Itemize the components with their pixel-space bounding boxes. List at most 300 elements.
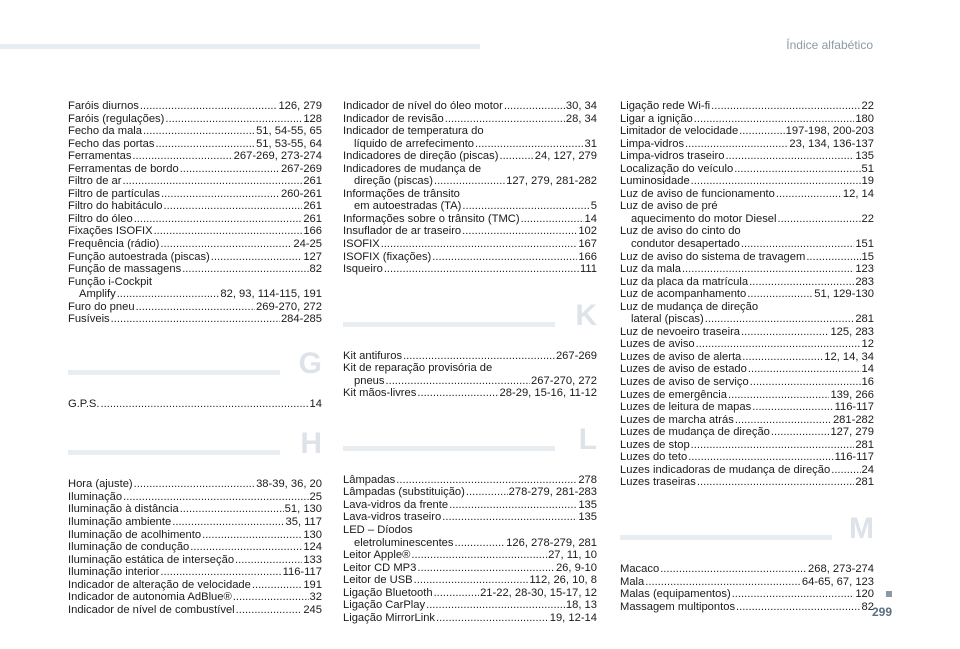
index-entry-pages[interactable]: 127 [303, 250, 322, 263]
dot-leader [776, 188, 842, 201]
index-entry-pages[interactable]: 281-282 [832, 413, 874, 426]
index-entry[interactable] [343, 511, 597, 524]
index-entry-pages[interactable]: 127, 279 [830, 426, 874, 439]
page-title: Índice alfabético [786, 38, 873, 52]
section-divider [343, 446, 555, 451]
index-entry-pages[interactable]: 268, 273-274 [808, 562, 874, 575]
index-entry-pages[interactable]: 284-285 [280, 313, 322, 326]
index-entry-pages[interactable]: 26, 9-10 [555, 561, 597, 574]
dot-leader [426, 599, 565, 612]
index-entry-pages[interactable]: 128 [303, 112, 322, 125]
dot-leader [111, 313, 280, 326]
dot-leader [140, 100, 278, 113]
index-entry-term: Iluminação estática de interseção [68, 553, 235, 566]
index-entry[interactable] [620, 175, 874, 188]
index-entry[interactable] [620, 338, 874, 351]
dot-leader [385, 375, 530, 388]
index-entry[interactable] [68, 516, 322, 529]
dot-leader [696, 338, 861, 351]
index-entry[interactable] [343, 375, 597, 388]
index-entry-pages[interactable]: 28, 34 [565, 112, 597, 125]
dot-leader [685, 138, 788, 151]
index-entry-pages[interactable]: 14 [584, 212, 597, 225]
index-entry-term: condutor desapertado [631, 238, 740, 251]
dot-leader [381, 238, 578, 251]
index-entry[interactable] [68, 225, 322, 238]
index-entry-term: Ligação CarPlay [343, 599, 426, 612]
index-entry-term: pneus [354, 374, 385, 387]
index-entry[interactable] [620, 588, 874, 601]
index-entry[interactable] [68, 398, 322, 411]
index-entry[interactable] [68, 491, 322, 504]
index-entry[interactable] [620, 200, 874, 213]
index-entry-pages[interactable]: 15 [861, 250, 874, 263]
index-entry-pages[interactable]: 35, 117 [285, 516, 322, 529]
index-entry-term: Lâmpadas [343, 473, 396, 486]
index-entry[interactable] [68, 188, 322, 201]
index-entry-pages[interactable]: 12 [861, 338, 874, 351]
index-entry[interactable] [620, 426, 874, 439]
index-entry-term: Fecho das portas [68, 137, 155, 150]
dot-leader [748, 363, 861, 376]
dot-leader [750, 376, 861, 389]
dot-leader [154, 225, 303, 238]
index-entry-pages[interactable]: 18, 13 [565, 599, 597, 612]
dot-leader [739, 125, 784, 138]
index-entry[interactable] [343, 263, 597, 276]
index-entry[interactable] [343, 524, 597, 537]
index-entry-pages[interactable]: 32 [309, 591, 322, 604]
index-entry[interactable] [68, 554, 322, 567]
index-entry-pages[interactable]: 25 [309, 490, 322, 503]
index-entry-pages[interactable]: 19, 12-14 [549, 611, 597, 624]
index-entry[interactable] [343, 213, 597, 226]
dot-leader [682, 263, 854, 276]
index-entry-term: líquido de arrefecimento [354, 137, 475, 150]
index-entry[interactable] [343, 562, 597, 575]
index-entry-pages[interactable]: 126, 278-279, 281 [506, 536, 597, 549]
index-entry[interactable] [68, 276, 322, 289]
index-entry-pages[interactable]: 261 [303, 175, 322, 188]
dot-leader [831, 464, 860, 477]
index-entry[interactable] [68, 604, 322, 617]
dot-leader [432, 251, 577, 264]
dot-leader [462, 225, 577, 238]
index-entry[interactable] [620, 389, 874, 402]
index-entry[interactable] [343, 387, 597, 400]
index-entry-term: Ferramentas de bordo [68, 162, 179, 175]
index-entry-pages[interactable]: 116-117 [834, 451, 874, 464]
section-header-l [343, 422, 597, 474]
dot-leader [136, 301, 255, 314]
index-entry[interactable] [620, 163, 874, 176]
index-entry[interactable] [620, 301, 874, 314]
index-entry-pages[interactable]: 191 [303, 578, 322, 591]
dot-leader [414, 574, 529, 587]
index-entry[interactable] [68, 503, 322, 516]
dot-leader [732, 588, 855, 601]
index-entry[interactable] [620, 401, 874, 414]
index-entry[interactable] [620, 125, 874, 138]
index-entry-term: Luzes de mudança de direção [620, 426, 770, 439]
index-entry-pages[interactable]: 267-269 [280, 162, 322, 175]
index-entry-term: Kit antifuros [343, 349, 403, 362]
index-entry-term: Fusíveis [68, 313, 110, 326]
index-entry-pages[interactable]: 82, 93, 114-115, 191 [220, 288, 322, 301]
index-entry-term: LED – Díodos [343, 524, 413, 537]
index-entry-term: Luz de aviso de funcionamento [620, 187, 775, 200]
index-entry-pages[interactable]: 31 [584, 137, 597, 150]
index-entry-term: aquecimento do motor Diesel [631, 212, 777, 225]
index-entry-term: Filtro de partículas [68, 187, 161, 200]
index-entry-pages[interactable]: 30, 34 [565, 100, 597, 112]
index-entry-term: Luzes indicadoras de mudança de direção [620, 463, 831, 476]
index-entry-pages[interactable]: 166 [303, 225, 322, 238]
index-entry-term: Luz de mudança de direção [620, 300, 759, 313]
index-entry[interactable] [68, 100, 322, 113]
index-entry[interactable] [68, 113, 322, 126]
index-entry-term: Ligar a ignição [620, 112, 693, 125]
index-entry-term: Indicador de alteração de velocidade [68, 578, 251, 591]
dot-leader [396, 474, 577, 487]
index-entry-pages[interactable]: 82 [309, 263, 322, 276]
index-entry-pages[interactable]: 124 [303, 541, 322, 554]
index-entry-term: lateral (piscas) [631, 313, 704, 326]
dot-leader [697, 476, 854, 489]
index-entry-pages[interactable]: 12, 14 [842, 187, 874, 200]
index-entry[interactable] [343, 549, 597, 562]
index-entry-term: Localização do veículo [620, 162, 734, 175]
index-entry-term: Luzes de leitura de mapas [620, 401, 752, 414]
index-entry-term: Amplify [79, 288, 116, 301]
index-entry[interactable] [68, 288, 322, 301]
index-entry-pages[interactable]: 21-22, 28-30, 15-17, 12 [480, 586, 597, 599]
index-entry-pages[interactable]: 281 [855, 438, 874, 451]
index-entry-pages[interactable]: 278 [578, 473, 597, 486]
dot-leader [164, 200, 303, 213]
index-entry-term: Informações de trânsito [343, 187, 460, 200]
section-divider [68, 450, 280, 455]
index-entry[interactable] [620, 326, 874, 339]
index-entry-pages[interactable]: 24-25 [293, 238, 322, 251]
index-entry-pages[interactable]: 116-117 [282, 566, 322, 579]
dot-leader [778, 213, 861, 226]
index-entry[interactable] [620, 225, 874, 238]
page-number: 299 [871, 605, 892, 619]
index-entry[interactable] [68, 238, 322, 251]
index-entry-pages[interactable]: 24, 127, 279 [534, 150, 597, 163]
index-entry-term: Luz de aviso do sistema de travagem [620, 250, 806, 263]
index-entry-term: Luz de aviso de pré [620, 200, 718, 213]
dot-leader [449, 499, 577, 512]
index-entry[interactable] [68, 175, 322, 188]
index-entry-pages[interactable]: 51 [861, 162, 874, 175]
index-entry-term: ISOFIX [343, 238, 380, 251]
dot-leader [694, 113, 855, 126]
dot-leader [160, 238, 292, 251]
index-entry[interactable] [620, 563, 874, 576]
index-entry-pages[interactable]: 28-29, 15-16, 11-12 [499, 387, 597, 400]
index-entry[interactable] [68, 138, 322, 151]
index-entry-pages[interactable]: 16 [861, 376, 874, 389]
index-entry-term: direção (piscas) [354, 175, 433, 188]
index-entry-pages[interactable]: 51, 54-55, 65 [256, 125, 322, 138]
dot-leader [747, 288, 813, 301]
index-entry[interactable] [620, 251, 874, 264]
dot-leader [688, 451, 833, 464]
index-column-2 [343, 100, 597, 624]
dot-leader [165, 113, 302, 126]
index-entry-term: Luz de aviso do cinto do [620, 225, 741, 238]
index-entry[interactable] [68, 579, 322, 592]
index-entry[interactable] [620, 376, 874, 389]
dot-leader [123, 491, 308, 504]
index-entry[interactable] [68, 163, 322, 176]
index-entry-pages[interactable]: 82 [861, 600, 874, 613]
index-entry[interactable] [620, 238, 874, 251]
index-entry-pages[interactable]: 51, 53-55, 64 [256, 137, 322, 150]
index-entry-pages[interactable]: 166 [578, 250, 597, 263]
index-entry[interactable] [343, 251, 597, 264]
dot-leader [384, 263, 579, 276]
index-entry[interactable] [620, 414, 874, 427]
index-entry-term: Kit de reparação provisória de [343, 362, 493, 375]
dot-leader [752, 401, 833, 414]
index-entry[interactable] [343, 125, 597, 138]
dot-leader [645, 576, 801, 589]
index-entry-pages[interactable]: 260-261 [280, 187, 322, 200]
index-entry[interactable] [620, 188, 874, 201]
index-entry[interactable] [343, 100, 597, 113]
index-entry-pages[interactable]: 167 [578, 238, 597, 251]
index-entry-term: Massagem multipontos [620, 600, 736, 613]
index-entry[interactable] [620, 476, 874, 489]
index-entry[interactable] [343, 238, 597, 251]
index-entry-pages[interactable]: 14 [309, 397, 322, 410]
index-entry-pages[interactable]: 120 [855, 588, 874, 601]
index-entry-pages[interactable]: 267-269, 273-274 [233, 150, 322, 163]
index-entry[interactable] [343, 486, 597, 499]
dot-leader [771, 426, 830, 439]
index-entry-pages[interactable]: 64-65, 67, 123 [801, 575, 874, 588]
index-entry-term: Filtro de ar [68, 175, 122, 188]
index-column-1 [68, 100, 322, 616]
index-entry[interactable] [343, 225, 597, 238]
index-entry-pages[interactable]: 112, 26, 10, 8 [529, 574, 597, 587]
index-entry[interactable] [343, 188, 597, 201]
index-entry-pages[interactable]: 125, 283 [830, 325, 874, 338]
dot-leader [134, 213, 303, 226]
dot-leader [155, 138, 255, 151]
index-entry[interactable] [68, 566, 322, 579]
dot-leader [725, 150, 854, 163]
dot-leader [741, 238, 854, 251]
index-entry-term: Isqueiro [343, 263, 383, 276]
index-entry-pages[interactable]: 278-279, 281-283 [508, 486, 597, 499]
index-entry-term: Fecho da mala [68, 125, 143, 138]
index-entry[interactable] [620, 464, 874, 477]
index-entry-pages[interactable]: 267-270, 272 [531, 374, 597, 387]
index-entry[interactable] [68, 263, 322, 276]
index-entry-term: Iluminação ambiente [68, 516, 172, 529]
index-entry-pages[interactable]: 283 [855, 275, 874, 288]
index-entry-pages[interactable]: 14 [861, 363, 874, 376]
index-entry[interactable] [343, 200, 597, 213]
index-entry[interactable] [343, 599, 597, 612]
index-entry[interactable] [68, 213, 322, 226]
section-letter: M [849, 511, 874, 545]
index-entry-term: Limpa-vidros traseiro [620, 150, 725, 163]
index-entry[interactable] [620, 213, 874, 226]
index-entry[interactable] [343, 612, 597, 625]
index-entry-pages[interactable]: 139, 266 [830, 388, 874, 401]
dot-leader [499, 150, 533, 163]
index-entry[interactable] [343, 362, 597, 375]
index-entry-pages[interactable]: 261 [303, 212, 322, 225]
index-entry[interactable] [343, 499, 597, 512]
index-entry[interactable] [620, 351, 874, 364]
section-divider [620, 535, 832, 540]
index-entry-pages[interactable]: 51, 129-130 [814, 288, 874, 301]
dot-leader [462, 200, 589, 213]
index-entry-term: Indicador de temperatura do [343, 125, 484, 138]
index-entry-term: eletroluminescentes [354, 536, 454, 549]
index-entry-term: Iluminação de acolhimento [68, 528, 202, 541]
index-entry[interactable] [68, 200, 322, 213]
index-entry[interactable] [620, 451, 874, 464]
index-entry-pages[interactable]: 38-39, 36, 20 [256, 478, 322, 491]
index-entry[interactable] [343, 574, 597, 587]
index-entry-term: Luzes de emergência [620, 388, 727, 401]
index-entry[interactable] [620, 276, 874, 289]
index-entry-pages[interactable]: 111 [579, 263, 597, 276]
dot-leader [504, 100, 565, 113]
index-entry-term: Função i-Cockpit [68, 275, 152, 288]
dot-leader [466, 486, 508, 499]
index-entry[interactable] [68, 251, 322, 264]
index-entry-pages[interactable]: 133 [303, 553, 322, 566]
index-entry-pages[interactable]: 135 [578, 511, 597, 524]
index-entry[interactable] [620, 113, 874, 126]
index-entry-pages[interactable]: 126, 279 [278, 100, 322, 112]
index-entry-pages[interactable]: 123 [855, 263, 874, 276]
index-entry[interactable] [343, 163, 597, 176]
index-entry-pages[interactable]: 130 [303, 528, 322, 541]
index-entry-pages[interactable]: 102 [578, 225, 597, 238]
index-entry-pages[interactable]: 12, 14, 34 [824, 350, 874, 363]
index-entry[interactable] [620, 313, 874, 326]
index-entry[interactable] [343, 474, 597, 487]
index-entry-pages[interactable]: 23, 134, 136-137 [789, 137, 874, 150]
section-letter: G [298, 346, 322, 380]
index-entry-term: Insuflador de ar traseiro [343, 225, 462, 238]
index-entry-term: Função de massagens [68, 263, 182, 276]
index-entry[interactable] [620, 100, 874, 113]
index-entry-pages[interactable]: 281 [855, 313, 874, 326]
index-entry-term: Mala [620, 575, 645, 588]
index-entry[interactable] [68, 541, 322, 554]
dot-leader [235, 554, 302, 567]
index-entry[interactable] [343, 138, 597, 151]
index-entry-term: em autoestradas (TA) [354, 200, 462, 213]
dot-leader [101, 398, 309, 411]
section-letter: H [300, 427, 322, 461]
index-entry[interactable] [620, 439, 874, 452]
index-entry-term: Luz de nevoeiro traseira [620, 325, 741, 338]
index-entry[interactable] [620, 363, 874, 376]
index-entry[interactable] [343, 587, 597, 600]
index-entry[interactable] [68, 529, 322, 542]
dot-leader [411, 549, 547, 562]
index-entry[interactable] [68, 301, 322, 314]
dot-leader [233, 591, 309, 604]
index-entry[interactable] [343, 150, 597, 163]
index-entry-term: Leitor CD MP3 [343, 561, 417, 574]
dot-leader [806, 251, 860, 264]
index-entry-pages[interactable]: 267-269 [555, 349, 597, 362]
index-entry-pages[interactable]: 151 [855, 238, 874, 251]
index-entry-term: Luz da mala [620, 263, 681, 276]
index-entry[interactable] [620, 138, 874, 151]
index-entry[interactable] [343, 537, 597, 550]
index-entry-pages[interactable]: 135 [578, 498, 597, 511]
index-entry[interactable] [343, 350, 597, 363]
index-entry-pages[interactable]: 180 [855, 112, 874, 125]
index-entry-term: Iluminação de condução [68, 541, 190, 554]
dot-leader [190, 541, 302, 554]
index-entry-pages[interactable]: 261 [303, 200, 322, 213]
index-entry-term: Indicadores de direção (piscas) [343, 150, 499, 163]
index-entry-pages[interactable]: 127, 279, 281-282 [506, 175, 597, 188]
index-entry[interactable] [68, 125, 322, 138]
index-entry[interactable] [68, 313, 322, 326]
index-entry[interactable] [343, 113, 597, 126]
index-entry-pages[interactable]: 245 [303, 603, 322, 616]
index-entry[interactable] [620, 263, 874, 276]
index-entry[interactable] [620, 601, 874, 614]
index-entry-pages[interactable]: 19 [861, 175, 874, 188]
dot-leader [117, 288, 220, 301]
index-entry[interactable] [620, 150, 874, 163]
index-entry-term: Luzes de aviso de alerta [620, 350, 742, 363]
dot-leader [211, 251, 303, 264]
index-entry-pages[interactable]: 24 [861, 463, 874, 476]
index-entry[interactable] [68, 591, 322, 604]
index-entry-term: Malas (equipamentos) [620, 588, 731, 601]
dot-leader [122, 175, 302, 188]
index-entry-pages[interactable]: 269-270, 272 [256, 300, 322, 313]
index-entry-pages[interactable]: 135 [855, 150, 874, 163]
index-entry-pages[interactable]: 281 [855, 476, 874, 489]
index-entry[interactable] [343, 175, 597, 188]
index-entry[interactable] [68, 150, 322, 163]
index-entry[interactable] [620, 576, 874, 589]
index-entry-pages[interactable]: 22 [861, 212, 874, 225]
index-entry-pages[interactable]: 51, 130 [284, 503, 322, 516]
index-entry-pages[interactable]: 197-198, 200-203 [785, 125, 874, 138]
index-entry[interactable] [68, 478, 322, 491]
index-entry-pages[interactable]: 116-117 [834, 401, 874, 414]
dot-leader [202, 529, 302, 542]
index-entry-term: Luz da placa da matrícula [620, 275, 749, 288]
index-entry-term: Macaco [620, 562, 660, 575]
index-entry-term: Frequência (rádio) [68, 238, 160, 251]
index-entry-pages[interactable]: 27, 11, 10 [548, 549, 597, 562]
index-entry-pages[interactable]: 22 [861, 100, 874, 112]
index-entry-pages[interactable]: 5 [590, 200, 597, 213]
dot-leader [734, 163, 860, 176]
index-entry[interactable] [620, 288, 874, 301]
